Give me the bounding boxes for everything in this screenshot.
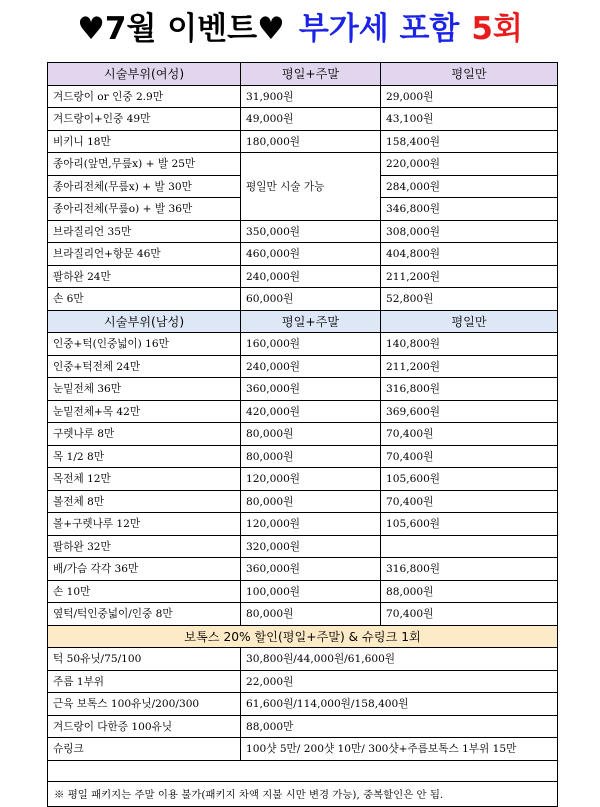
table-row xyxy=(48,108,558,131)
table-row xyxy=(48,580,558,603)
botox-price: 88,000만 xyxy=(241,715,558,738)
table-row xyxy=(48,648,558,671)
botox-item: 슈링크 xyxy=(48,738,241,761)
table-row xyxy=(48,693,558,716)
male-price-weekday: 105,600원 xyxy=(381,513,558,536)
male-price-weekday: 70,400원 xyxy=(381,603,558,626)
empty-cell xyxy=(48,760,558,781)
male-area: 배/가슴 각각 36만 xyxy=(48,558,241,581)
table-row xyxy=(48,513,558,536)
table-row xyxy=(48,715,558,738)
male-price-all: 100,000원 xyxy=(241,580,381,603)
male-header-weekday: 평일만 xyxy=(381,310,558,333)
price-table xyxy=(47,62,558,807)
male-area: 인중+턱전체 24만 xyxy=(48,355,241,378)
table-row xyxy=(48,130,558,153)
male-price-weekday: 316,800원 xyxy=(381,558,558,581)
female-price-all: 460,000원 xyxy=(241,243,381,266)
table-row xyxy=(48,445,558,468)
female-price-weekday: 158,400원 xyxy=(381,130,558,153)
title-vat: 부가세 포함 xyxy=(298,11,460,47)
female-area: 겨드랑이+인중 49만 xyxy=(48,108,241,131)
female-price-weekday: 220,000원 xyxy=(381,153,558,176)
table-row xyxy=(48,738,558,761)
male-area: 구렛나루 8만 xyxy=(48,423,241,446)
male-header-weekday-weekend: 평일+주말 xyxy=(241,310,381,333)
male-area: 옆턱/턱인중넓이/인중 8만 xyxy=(48,603,241,626)
male-price-weekday: 369,600원 xyxy=(381,400,558,423)
female-price-weekday: 346,800원 xyxy=(381,198,558,221)
botox-item: 턱 50유닛/75/100 xyxy=(48,648,241,671)
botox-item: 겨드랑이 다한증 100유닛 xyxy=(48,715,241,738)
table-row xyxy=(48,355,558,378)
table-row xyxy=(48,558,558,581)
female-header-weekday: 평일만 xyxy=(381,63,558,86)
table-row xyxy=(48,468,558,491)
table-row xyxy=(48,603,558,626)
footnote-row xyxy=(48,781,558,806)
male-price-all: 360,000원 xyxy=(241,378,381,401)
female-price-weekday: 211,200원 xyxy=(381,265,558,288)
female-area: 브라질리언+항문 46만 xyxy=(48,243,241,266)
female-area: 브라질리언 35만 xyxy=(48,220,241,243)
table-row xyxy=(48,220,558,243)
male-price-all: 80,000원 xyxy=(241,603,381,626)
table-row xyxy=(48,243,558,266)
female-price-all: 60,000원 xyxy=(241,288,381,311)
female-price-weekday: 308,000원 xyxy=(381,220,558,243)
male-price-weekday: 70,400원 xyxy=(381,490,558,513)
table-row xyxy=(48,535,558,558)
botox-price: 30,800원/44,000원/61,600원 xyxy=(241,648,558,671)
table-row xyxy=(48,288,558,311)
female-price-weekday: 29,000원 xyxy=(381,85,558,108)
female-price-weekday: 404,800원 xyxy=(381,243,558,266)
male-price-all: 120,000원 xyxy=(241,468,381,491)
male-area: 볼+구렛나루 12만 xyxy=(48,513,241,536)
male-price-all: 80,000원 xyxy=(241,445,381,468)
male-price-weekday: 70,400원 xyxy=(381,445,558,468)
botox-price: 61,600원/114,000원/158,400원 xyxy=(241,693,558,716)
botox-header: 보톡스 20% 할인(평일+주말) & 슈링크 1회 xyxy=(48,625,558,648)
botox-item: 근육 보톡스 100유닛/200/300 xyxy=(48,693,241,716)
male-price-all: 420,000원 xyxy=(241,400,381,423)
female-price-all: 49,000원 xyxy=(241,108,381,131)
female-area: 종아리전체(무릎x) + 발 30만 xyxy=(48,175,241,198)
female-price-weekday: 52,800원 xyxy=(381,288,558,311)
empty-row xyxy=(48,760,558,781)
female-price-all: 240,000원 xyxy=(241,265,381,288)
female-price-all: 350,000원 xyxy=(241,220,381,243)
female-area: 팔하완 24만 xyxy=(48,265,241,288)
male-price-all: 80,000원 xyxy=(241,490,381,513)
table-row xyxy=(48,333,558,356)
table-row xyxy=(48,400,558,423)
female-header-weekday-weekend: 평일+주말 xyxy=(241,63,381,86)
botox-price: 100샷 5만/ 200샷 10만/ 300샷+주름보톡스 1부위 15만 xyxy=(241,738,558,761)
male-price-weekday: 316,800원 xyxy=(381,378,558,401)
page-title xyxy=(0,0,600,58)
male-price-weekday: 140,800원 xyxy=(381,333,558,356)
table-row xyxy=(48,423,558,446)
female-header-area: 시술부위(여성) xyxy=(48,63,241,86)
male-price-all: 120,000원 xyxy=(241,513,381,536)
male-price-all: 240,000원 xyxy=(241,355,381,378)
botox-header-row xyxy=(48,625,558,648)
female-price-all: 31,900원 xyxy=(241,85,381,108)
female-price-weekday: 43,100원 xyxy=(381,108,558,131)
male-area: 인중+턱(인중넓이) 16만 xyxy=(48,333,241,356)
table-row xyxy=(48,85,558,108)
female-area: 종아리전체(무릎o) + 발 36만 xyxy=(48,198,241,221)
male-area: 목전체 12만 xyxy=(48,468,241,491)
male-area: 손 10만 xyxy=(48,580,241,603)
female-area: 종아리(앞면,무릎x) + 발 25만 xyxy=(48,153,241,176)
table-row xyxy=(48,670,558,693)
female-price-weekday: 284,000원 xyxy=(381,175,558,198)
female-header-row xyxy=(48,63,558,86)
weekday-only-note: 평일만 시술 가능 xyxy=(241,153,381,221)
male-price-all: 80,000원 xyxy=(241,423,381,446)
male-area: 눈밑전체+목 42만 xyxy=(48,400,241,423)
female-price-all: 180,000원 xyxy=(241,130,381,153)
botox-price: 22,000원 xyxy=(241,670,558,693)
title-event: ♥7월 이벤트♥ xyxy=(77,11,285,47)
male-header-area: 시술부위(남성) xyxy=(48,310,241,333)
male-price-weekday: 105,600원 xyxy=(381,468,558,491)
male-price-all: 160,000원 xyxy=(241,333,381,356)
female-area: 비키니 18만 xyxy=(48,130,241,153)
male-price-weekday: 70,400원 xyxy=(381,423,558,446)
male-price-weekday xyxy=(381,535,558,558)
male-price-all: 320,000원 xyxy=(241,535,381,558)
table-row xyxy=(48,153,558,176)
male-price-weekday: 211,200원 xyxy=(381,355,558,378)
female-area: 겨드랑이 or 인중 2.9만 xyxy=(48,85,241,108)
table-row xyxy=(48,378,558,401)
male-price-all: 360,000원 xyxy=(241,558,381,581)
male-area: 목 1/2 8만 xyxy=(48,445,241,468)
female-area: 손 6만 xyxy=(48,288,241,311)
table-row xyxy=(48,265,558,288)
male-area: 볼전체 8만 xyxy=(48,490,241,513)
table-row xyxy=(48,490,558,513)
title-count: 5회 xyxy=(471,11,523,47)
footnote: ※ 평일 패키지는 주말 이용 불가(패키지 차액 지불 시만 변경 가능), 중복할인은 안 됨. xyxy=(48,781,558,806)
male-price-weekday: 88,000원 xyxy=(381,580,558,603)
male-area: 눈밑전체 36만 xyxy=(48,378,241,401)
male-area: 팔하완 32만 xyxy=(48,535,241,558)
botox-item: 주름 1부위 xyxy=(48,670,241,693)
male-header-row xyxy=(48,310,558,333)
